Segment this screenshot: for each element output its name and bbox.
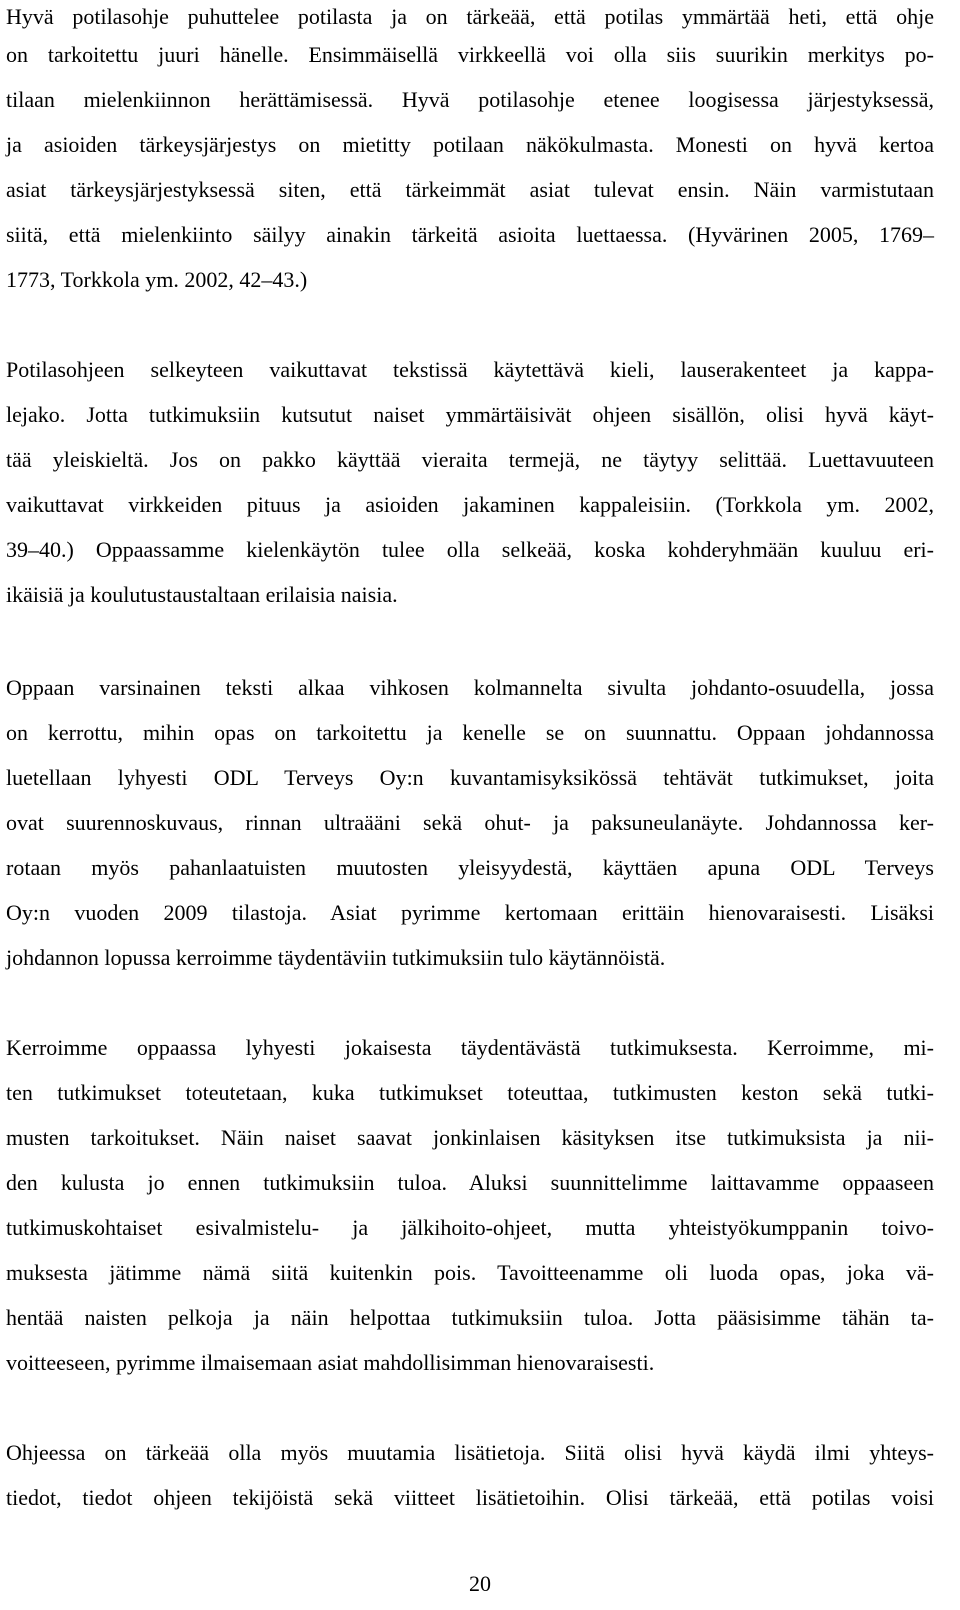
text-line: vaikuttavat virkkeiden pituus ja asioiden jakaminen kappaleisiin. (Torkkola ym. 2002, [6,492,934,517]
text-line: ikäisiä ja koulutustaustaltaan erilaisia naisia. [6,582,398,607]
text-line: hentää naisten pelkoja ja näin helpottaa tutkimuksiin tuloa. Jotta pääsisimme tähän ta- [6,1305,934,1330]
text-line: ja asioiden tärkeysjärjestys on mietitty potilaan näkökulmasta. Monesti on hyvä kertoa [6,132,934,157]
text-line: ovat suurennoskuvaus, rinnan ultraääni sekä ohut- ja paksuneulanäyte. Johdannossa ker- [6,810,934,835]
text-line: Ohjeessa on tärkeää olla myös muutamia lisätietoja. Siitä olisi hyvä käydä ilmi yhteys- [6,1440,934,1465]
text-line: asiat tärkeysjärjestyksessä siten, että tärkeimmät asiat tulevat ensin. Näin varmistutaan [6,177,934,202]
text-line: Oy:n vuoden 2009 tilastoja. Asiat pyrimme kertomaan erittäin hienovaraisesti. Lisäksi [6,900,934,925]
text-line: Hyvä potilasohje puhuttelee potilasta ja on tärkeää, että potilas ymmärtää heti, että ohje [6,4,934,29]
text-line: 1773, Torkkola ym. 2002, 42–43.) [6,267,308,292]
text-line: tilaan mielenkiinnon herättämisessä. Hyvä potilasohje etenee loogisessa järjestyksessä, [6,87,934,112]
text-line: Potilasohjeen selkeyteen vaikuttavat tekstissä käytettävä kieli, lauserakenteet ja kappa- [6,357,934,382]
text-line: siitä, että mielenkiinto säilyy ainakin tärkeitä asioita luettaessa. (Hyvärinen 2005, 1769– [6,222,934,247]
text-line: on kerrottu, mihin opas on tarkoitettu ja kenelle se on suunnattu. Oppaan johdannossa [6,720,934,745]
text-line: den kulusta jo ennen tutkimuksiin tuloa. Aluksi suunnittelimme laittavamme oppaaseen [6,1170,934,1195]
text-line: lejako. Jotta tutkimuksiin kutsutut naiset ymmärtäisivät ohjeen sisällön, olisi hyvä käyt- [6,402,934,427]
page-number: 20 [469,1571,491,1596]
text-line: Oppaan varsinainen teksti alkaa vihkosen kolmannelta sivulta johdanto-osuudella, jossa [6,675,934,700]
text-line: tutkimuskohtaiset esivalmistelu- ja jälkihoito-ohjeet, mutta yhteistyökumppanin toivo- [6,1215,934,1240]
text-line: 39–40.) Oppaassamme kielenkäytön tulee olla selkeää, koska kohderyhmään kuuluu eri- [6,537,934,562]
text-line: tää yleiskieltä. Jos on pakko käyttää vieraita termejä, ne täytyy selittää. Luettavuuteen [6,447,934,472]
text-line: luetellaan lyhyesti ODL Terveys Oy:n kuvantamisyksikössä tehtävät tutkimukset, joita [6,765,934,790]
text-line: musten tarkoitukset. Näin naiset saavat jonkinlaisen käsityksen itse tutkimuksista ja nii- [6,1125,934,1150]
text-line: rotaan myös pahanlaatuisten muutosten yleisyydestä, käyttäen apuna ODL Terveys [6,855,934,880]
text-line: ten tutkimukset toteutetaan, kuka tutkimukset toteuttaa, tutkimusten keston sekä tutki- [6,1080,934,1105]
text-line: on tarkoitettu juuri hänelle. Ensimmäisellä virkkeellä voi olla siis suurikin merkitys po- [6,42,934,67]
text-line: johdannon lopussa kerroimme täydentäviin tutkimuksiin tulo käytännöistä. [6,945,666,970]
text-line: tiedot, tiedot ohjeen tekijöistä sekä viitteet lisätietoihin. Olisi tärkeää, että potilas voisi [6,1485,934,1510]
text-line: muksesta jätimme nämä siitä kuitenkin pois. Tavoitteenamme oli luoda opas, joka vä- [6,1260,934,1285]
text-line: voitteeseen, pyrimme ilmaisemaan asiat mahdollisimman hienovaraisesti. [6,1350,655,1375]
text-line: Kerroimme oppaassa lyhyesti jokaisesta täydentävästä tutkimuksesta. Kerroimme, mi- [6,1035,934,1060]
